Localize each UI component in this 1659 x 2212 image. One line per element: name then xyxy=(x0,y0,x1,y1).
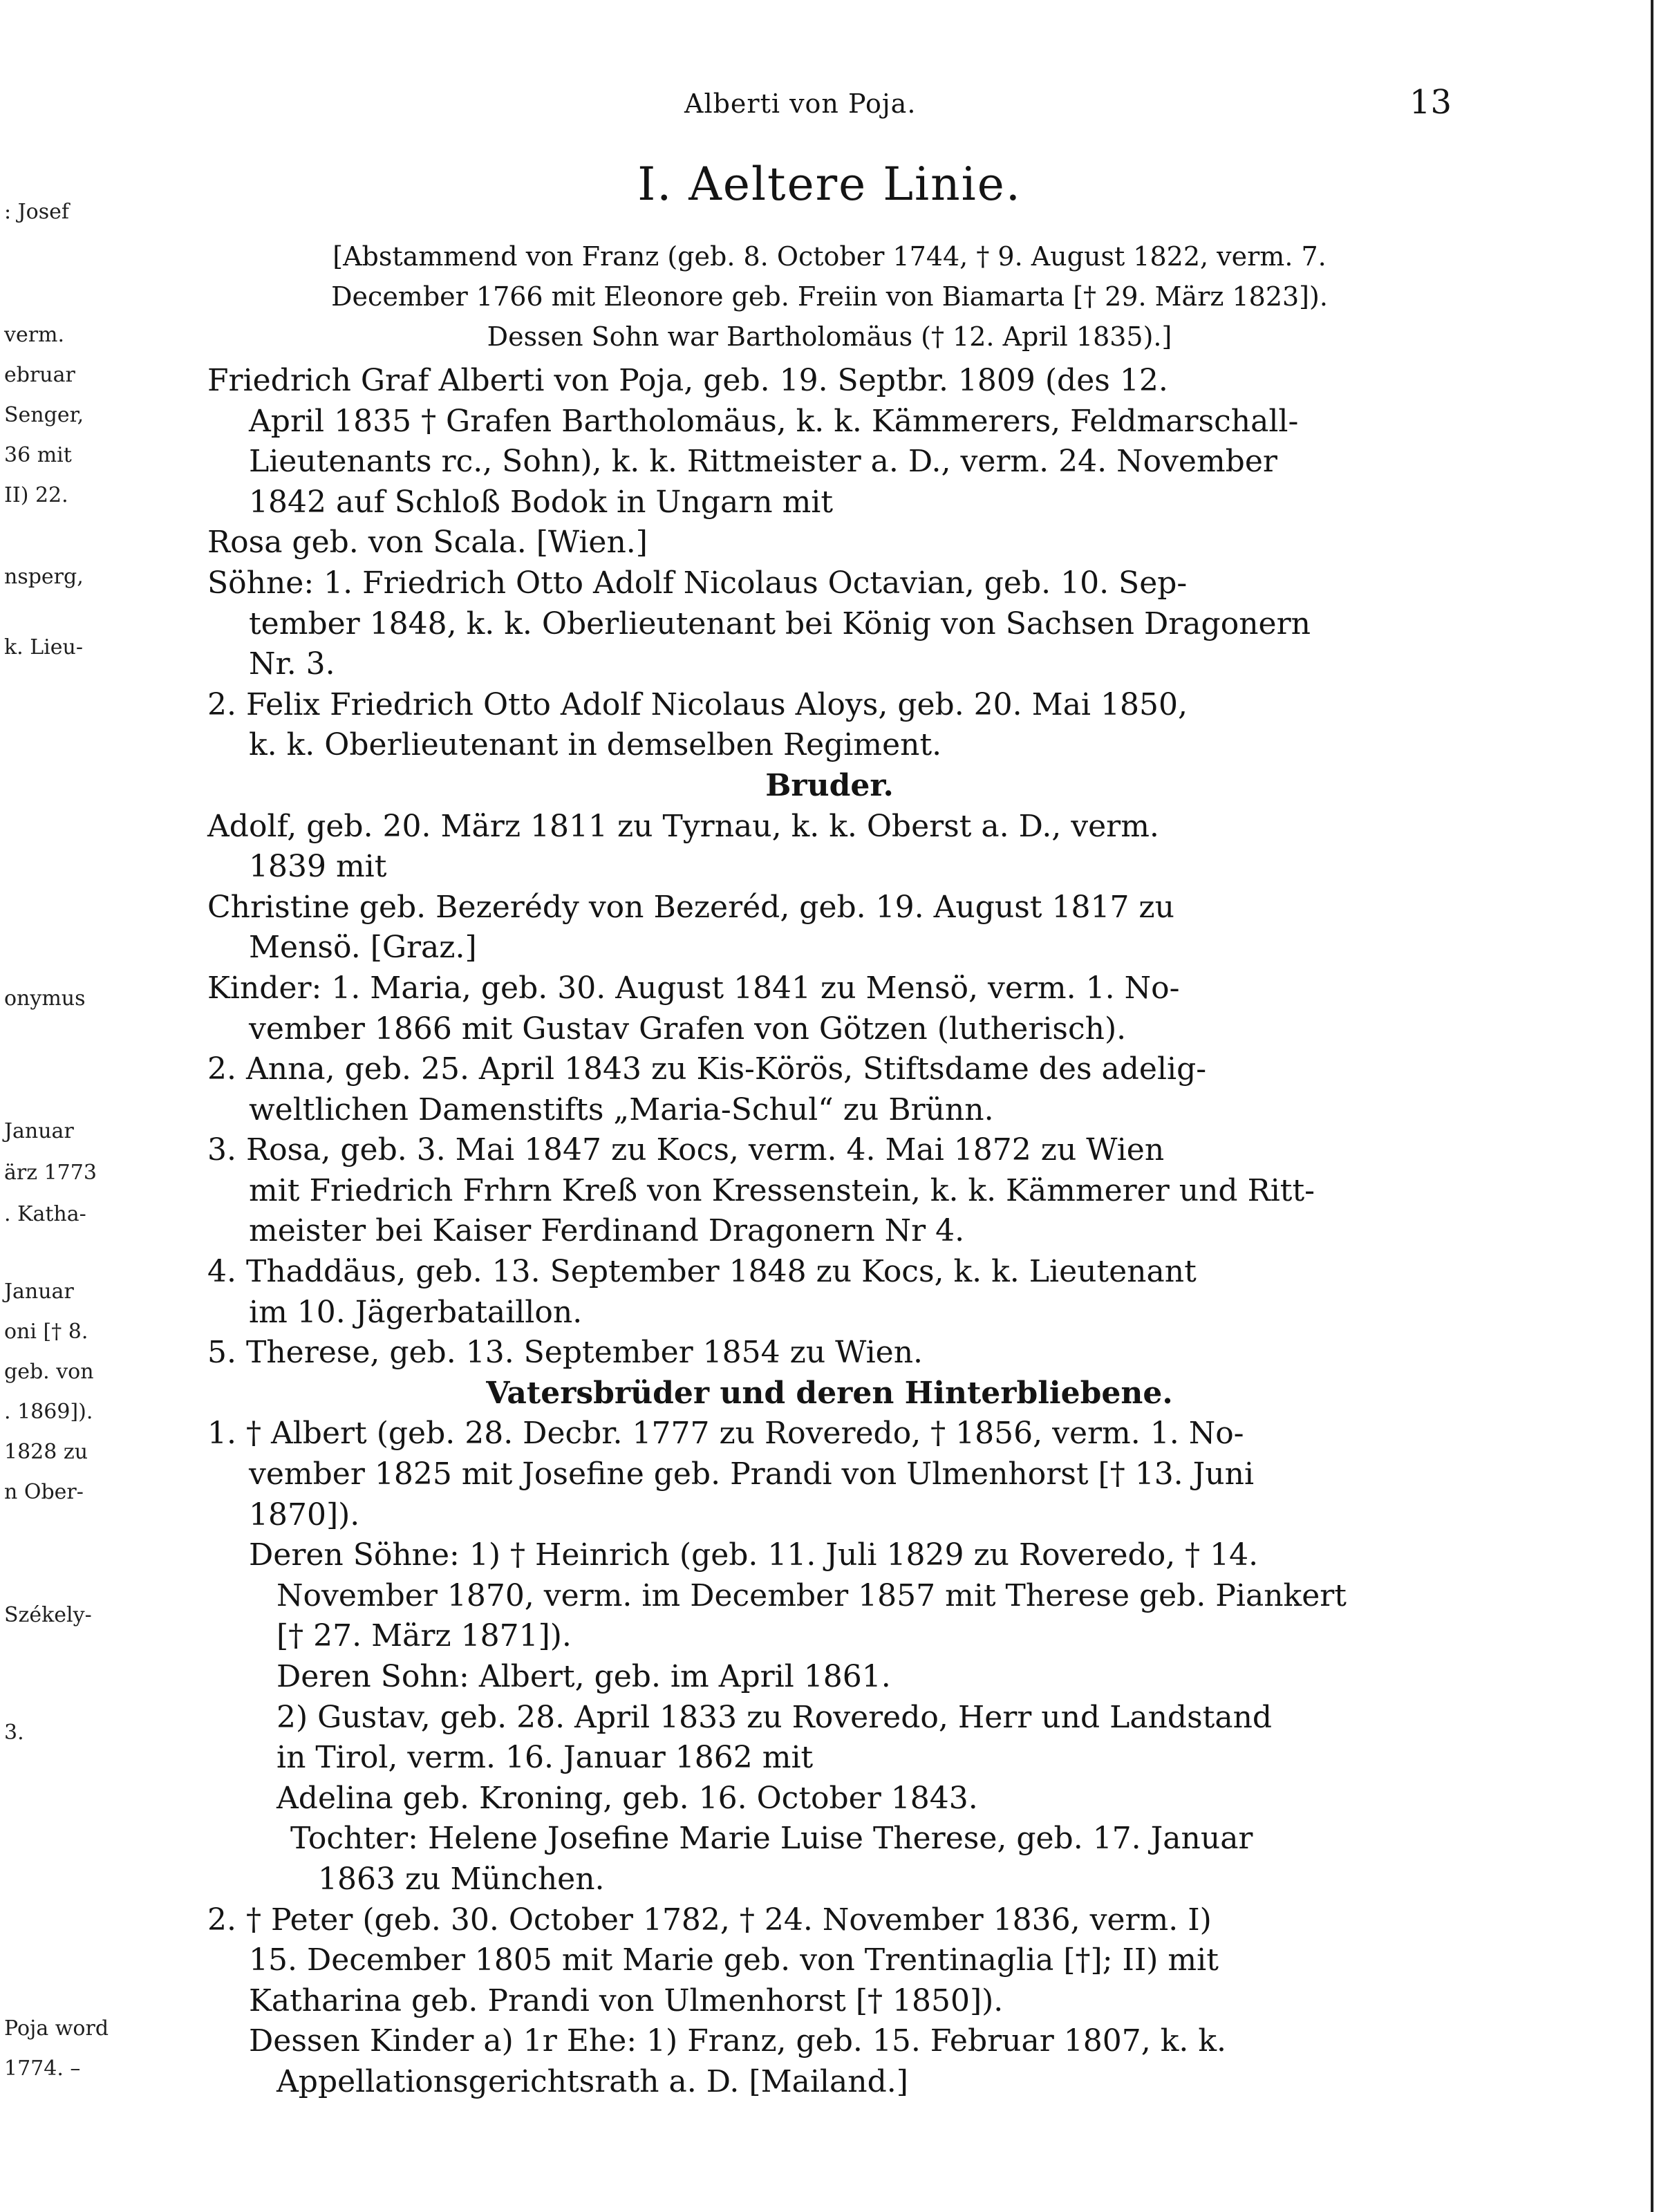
gutter-text: . 1869]). xyxy=(4,1400,93,1424)
subheading-vatersbrueder: Vatersbrüder und deren Hinterbliebene. xyxy=(486,1375,1173,1411)
text-line: 5. Therese, geb. 13. September 1854 zu Wien. xyxy=(207,1335,924,1371)
gutter-text: verm. xyxy=(4,323,65,347)
gutter-text: 1774. – xyxy=(4,2056,81,2081)
text-line: im 10. Jägerbataillon. xyxy=(249,1294,583,1330)
gutter-text: 1828 zu xyxy=(4,1440,88,1464)
text-line: 1839 mit xyxy=(249,849,387,885)
text-line: Tochter: Helene Josefine Marie Luise Therese, geb. 17. Januar xyxy=(290,1821,1253,1857)
gutter-text: nsperg, xyxy=(4,565,84,589)
text-line: Mensö. [Graz.] xyxy=(249,930,477,966)
subheading-bruder: Bruder. xyxy=(765,767,894,803)
text-line: weltlichen Damenstifts „Maria-Schul“ zu Brünn. xyxy=(249,1091,994,1127)
intro-line: [Abstammend von Franz (geb. 8. October 1744, † 9. August 1822, verm. 7. xyxy=(332,241,1327,272)
text-line: Deren Sohn: Albert, geb. im April 1861. xyxy=(276,1659,891,1694)
text-line: k. k. Oberlieutenant in demselben Regiment. xyxy=(249,727,942,763)
text-line: meister bei Kaiser Ferdinand Dragonern Nr 4. xyxy=(249,1213,965,1249)
text-line: November 1870, verm. im December 1857 mit Therese geb. Piankert xyxy=(276,1577,1347,1613)
text-line: 1. † Albert (geb. 28. Decbr. 1777 zu Roveredo, † 1856, verm. 1. No- xyxy=(207,1416,1244,1452)
gutter-text: k. Lieu- xyxy=(4,635,83,659)
text-line: Nr. 3. xyxy=(249,646,335,682)
gutter-text: Senger, xyxy=(4,403,84,427)
text-line: 3. Rosa, geb. 3. Mai 1847 zu Kocs, verm. 4. Mai 1872 zu Wien xyxy=(207,1132,1165,1168)
gutter-text: ärz 1773 xyxy=(4,1161,97,1185)
text-line: 1863 zu München. xyxy=(318,1861,605,1897)
gutter-text: . Katha- xyxy=(4,1202,86,1226)
text-line: Söhne: 1. Friedrich Otto Adolf Nicolaus Octavian, geb. 10. Sep- xyxy=(207,565,1188,601)
gutter-text: 36 mit xyxy=(4,443,72,467)
text-line: Rosa geb. von Scala. [Wien.] xyxy=(207,525,648,561)
text-line: Adelina geb. Kroning, geb. 16. October 1843. xyxy=(276,1780,978,1816)
page-number: 13 xyxy=(1409,83,1452,122)
text-line: Friedrich Graf Alberti von Poja, geb. 19. Septbr. 1809 (des 12. xyxy=(207,363,1168,398)
gutter-text: geb. von xyxy=(4,1360,94,1384)
text-line: Adolf, geb. 20. März 1811 zu Tyrnau, k. k. Oberst a. D., verm. xyxy=(207,808,1159,844)
text-line: 1870]). xyxy=(249,1497,360,1533)
text-line: Christine geb. Bezerédy von Bezeréd, geb. 19. August 1817 zu xyxy=(207,889,1174,925)
text-line: [† 27. März 1871]). xyxy=(276,1618,572,1654)
text-line: vember 1866 mit Gustav Grafen von Götzen (lutherisch). xyxy=(249,1011,1127,1047)
gutter-text: n Ober- xyxy=(4,1480,84,1504)
text-line: 2. Felix Friedrich Otto Adolf Nicolaus Aloys, geb. 20. Mai 1850, xyxy=(207,686,1188,722)
gutter-text: 3. xyxy=(4,1721,24,1745)
text-line: 1842 auf Schloß Bodok in Ungarn mit xyxy=(249,484,834,520)
text-line: vember 1825 mit Josefine geb. Prandi von Ulmenhorst [† 13. Juni xyxy=(249,1456,1255,1492)
text-line: Dessen Kinder a) 1r Ehe: 1) Franz, geb. 15. Februar 1807, k. k. xyxy=(249,2023,1226,2059)
gutter-text: oni [† 8. xyxy=(4,1320,88,1344)
text-line: tember 1848, k. k. Oberlieutenant bei König von Sachsen Dragonern xyxy=(249,606,1311,641)
text-line: Deren Söhne: 1) † Heinrich (geb. 11. Juli 1829 zu Roveredo, † 14. xyxy=(249,1537,1259,1573)
gutter-text: II) 22. xyxy=(4,483,68,507)
text-line: in Tirol, verm. 16. Januar 1862 mit xyxy=(276,1740,814,1776)
intro-line: Dessen Sohn war Bartholomäus († 12. April 1835).] xyxy=(487,321,1172,352)
genealogy-text xyxy=(207,361,1452,2103)
text-line: 2) Gustav, geb. 28. April 1833 zu Roveredo, Herr und Landstand xyxy=(276,1699,1273,1735)
running-head: Alberti von Poja. xyxy=(684,88,917,119)
intro-block xyxy=(207,236,1452,357)
gutter-text: Székely- xyxy=(4,1603,92,1627)
page-edge-rule xyxy=(1651,0,1653,2212)
gutter-text: onymus xyxy=(4,986,86,1011)
gutter-text: Poja word xyxy=(4,2016,109,2041)
text-line: mit Friedrich Frhrn Kreß von Kressenstein, k. k. Kämmerer und Ritt- xyxy=(249,1172,1315,1208)
text-line: 2. Anna, geb. 25. April 1843 zu Kis-Körös, Stiftsdame des adelig- xyxy=(207,1051,1207,1087)
gutter-text: ebruar xyxy=(4,363,75,387)
text-line: 15. December 1805 mit Marie geb. von Trentinaglia [†]; II) mit xyxy=(249,1942,1219,1978)
text-line: Appellationsgerichtsrath a. D. [Mailand.] xyxy=(276,2063,908,2099)
gutter-text: : Josef xyxy=(4,200,69,224)
gutter-text: Januar xyxy=(4,1280,74,1304)
text-line: April 1835 † Grafen Bartholomäus, k. k. Kämmerers, Feldmarschall- xyxy=(249,403,1299,439)
text-line: Katharina geb. Prandi von Ulmenhorst [† 1850]). xyxy=(249,1983,1004,2018)
text-line: 4. Thaddäus, geb. 13. September 1848 zu Kocs, k. k. Lieutenant xyxy=(207,1254,1197,1290)
section-title: I. Aeltere Linie. xyxy=(637,158,1022,211)
intro-line: December 1766 mit Eleonore geb. Freiin von Biamarta [† 29. März 1823]). xyxy=(331,281,1328,312)
text-line: Kinder: 1. Maria, geb. 30. August 1841 zu Mensö, verm. 1. No- xyxy=(207,970,1180,1006)
gutter-text: Januar xyxy=(4,1119,74,1143)
text-line: 2. † Peter (geb. 30. October 1782, † 24. November 1836, verm. I) xyxy=(207,1902,1212,1938)
text-line: Lieutenants rc., Sohn), k. k. Rittmeister a. D., verm. 24. November xyxy=(249,444,1277,480)
